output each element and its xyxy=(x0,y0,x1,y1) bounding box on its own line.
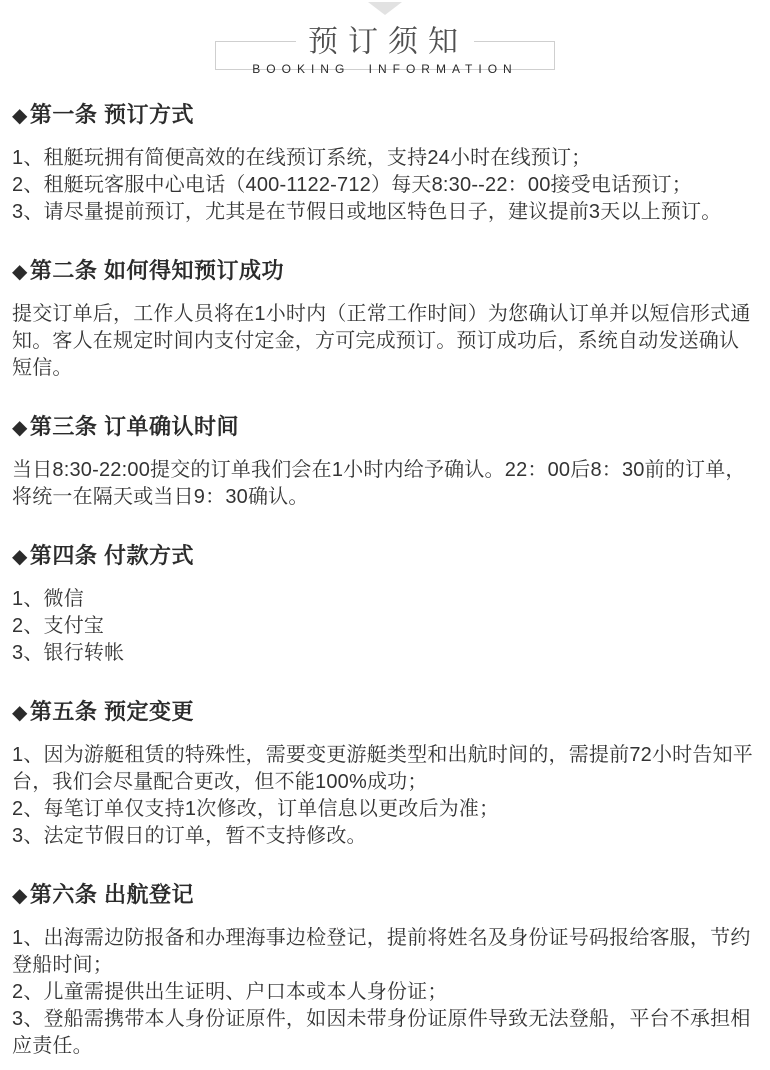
section-heading-text: 第五条 预定变更 xyxy=(29,699,195,724)
page-subtitle: BOOKING INFORMATION xyxy=(252,62,518,76)
list-item: 3、法定节假日的订单，暂不支持修改。 xyxy=(12,825,367,847)
section-heading xyxy=(12,541,758,572)
section-heading-text: 第一条 预订方式 xyxy=(29,102,195,127)
paragraph: 当日8:30-22:00提交的订单我们会在1小时内给予确认。22：00后8：30前的订单，将统一在隔天或当日9：30确认。 xyxy=(12,459,746,508)
section-heading xyxy=(12,256,758,287)
list-item: 2、每笔订单仅支持1次修改，订单信息以更改后为准； xyxy=(12,798,500,820)
section-heading xyxy=(12,412,758,443)
page-title: 预订须知 xyxy=(296,26,474,58)
diamond-bullet-icon: ◆ xyxy=(12,546,28,568)
diamond-bullet-icon: ◆ xyxy=(12,105,28,127)
section-heading-text: 第四条 付款方式 xyxy=(29,543,195,568)
diamond-bullet-icon: ◆ xyxy=(12,261,28,283)
section-order-confirm-time xyxy=(12,412,758,511)
list-item: 1、微信 xyxy=(12,588,84,610)
section-heading-text: 第三条 订单确认时间 xyxy=(29,414,240,439)
section-heading xyxy=(12,697,758,728)
paragraph: 提交订单后，工作人员将在1小时内（正常工作时间）为您确认订单并以短信形式通知。客人在规定时间内支付定金，方可完成预订。预订成功后，系统自动发送确认短信。 xyxy=(12,303,751,379)
list-item: 1、租艇玩拥有简便高效的在线预订系统，支持24小时在线预订； xyxy=(12,147,592,169)
list-item: 1、出海需边防报备和办理海事边检登记，提前将姓名及身份证号码报给客服，节约登船时间； xyxy=(12,927,751,976)
section-heading-text: 第二条 如何得知预订成功 xyxy=(29,258,285,283)
list-item: 1、因为游艇租赁的特殊性，需要变更游艇类型和出航时间的，需提前72小时告知平台，我们会尽量配合更改，但不能100%成功； xyxy=(12,744,753,793)
section-booking-change xyxy=(12,697,758,850)
page-title-frame xyxy=(215,25,555,76)
diamond-bullet-icon: ◆ xyxy=(12,702,28,724)
section-departure-registration xyxy=(12,880,758,1060)
diamond-bullet-icon: ◆ xyxy=(12,885,28,907)
list-item: 3、银行转帐 xyxy=(12,642,125,664)
section-booking-method xyxy=(12,100,758,226)
list-item: 3、请尽量提前预订，尤其是在节假日或地区特色日子，建议提前3天以上预订。 xyxy=(12,201,722,223)
section-heading xyxy=(12,100,758,131)
booking-information-page xyxy=(0,2,770,1070)
chevron-down-icon xyxy=(368,2,402,15)
section-booking-confirmation xyxy=(12,256,758,382)
list-item: 3、登船需携带本人身份证原件，如因未带身份证原件导致无法登船，平台不承担相应责任。 xyxy=(12,1008,751,1057)
list-item: 2、支付宝 xyxy=(12,615,105,637)
section-heading-text: 第六条 出航登记 xyxy=(29,882,195,907)
list-item: 2、儿童需提供出生证明、户口本或本人身份证； xyxy=(12,981,448,1003)
list-item: 2、租艇玩客服中心电话（400-1122-712）每天8:30--22：00接受电话预订； xyxy=(12,174,692,196)
section-payment-method xyxy=(12,541,758,667)
section-heading xyxy=(12,880,758,911)
diamond-bullet-icon: ◆ xyxy=(12,417,28,439)
